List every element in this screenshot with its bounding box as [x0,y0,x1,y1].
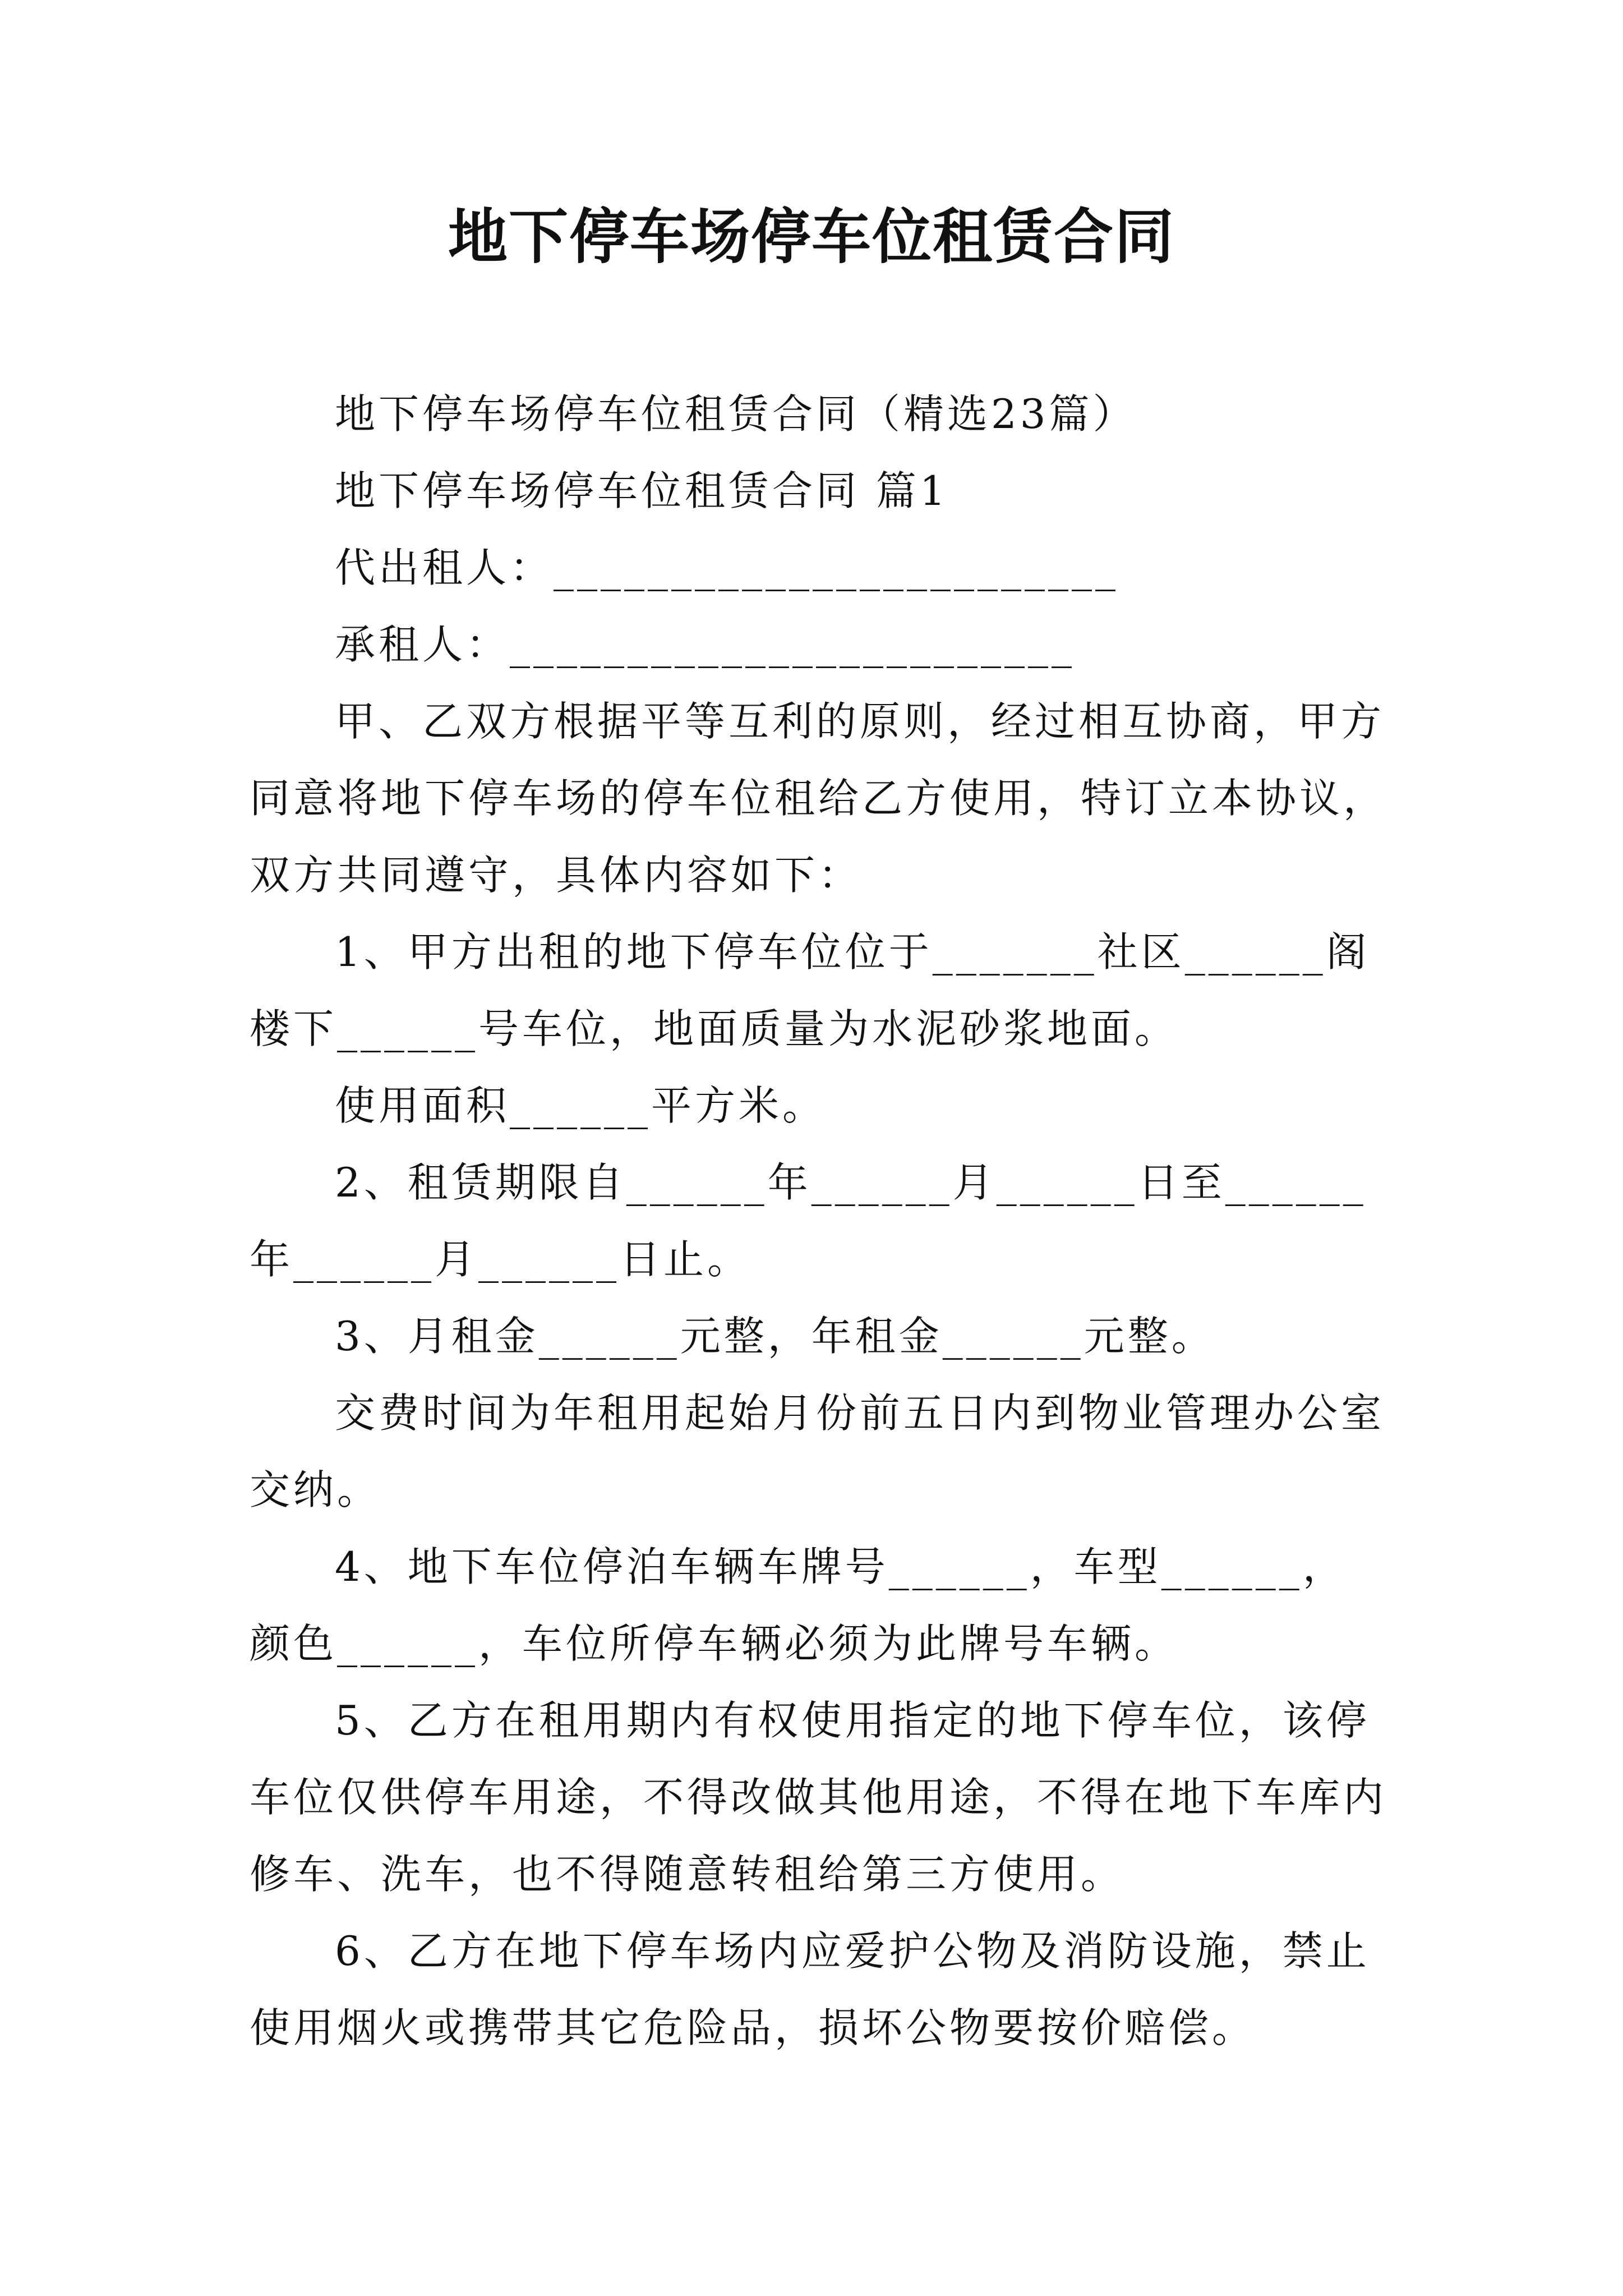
document-body [250,376,1388,2067]
paragraph-subtitle: 地下停车场停车位租赁合同（精选23篇） [335,390,1137,438]
paragraph-clause-3: 3、月租金______元整，年租金______元整。 [335,1313,1215,1360]
paragraph-lessor: 代出租人：________________________ [335,544,1119,591]
paragraph-clause-1: 1、甲方出租的地下停车位位于_______社区______阁楼下______号车位，地面质量为水泥砂浆地面。 [250,928,1370,1052]
paragraph-clause-2: 2、租赁期限自______年______月______日至______年______月______日止。 [250,1159,1367,1283]
paragraph-section-heading: 地下停车场停车位租赁合同 篇1 [335,467,949,514]
paragraph-preamble: 甲、乙双方根据平等互利的原则，经过相互协商，甲方同意将地下停车场的停车位租给乙方使用，特订立本协议，双方共同遵守，具体内容如下： [250,698,1387,899]
paragraph-lessee: 承租人：________________________ [335,621,1076,668]
paragraph-payment-time: 交费时间为年租用起始月份前五日内到物业管理办公室交纳。 [250,1389,1385,1513]
document-title: 地下停车场停车位租赁合同 [448,201,1175,272]
paragraph-clause-5: 5、乙方在租用期内有权使用指定的地下停车位，该停车位仅供停车用途，不得改做其他用途，不得在地下车库内修车、洗车，也不得随意转租给第三方使用。 [250,1697,1387,1898]
paragraph-clause-6: 6、乙方在地下停车场内应爱护公物及消防设施，禁止使用烟火或携带其它危险品，损坏公物要按价赔偿。 [250,1927,1370,2051]
paragraph-clause-4: 4、地下车位停泊车辆车牌号______，车型______，颜色______，车位所停车辆必须为此牌号车辆。 [250,1543,1347,1667]
paragraph-area: 使用面积______平方米。 [335,1082,827,1129]
